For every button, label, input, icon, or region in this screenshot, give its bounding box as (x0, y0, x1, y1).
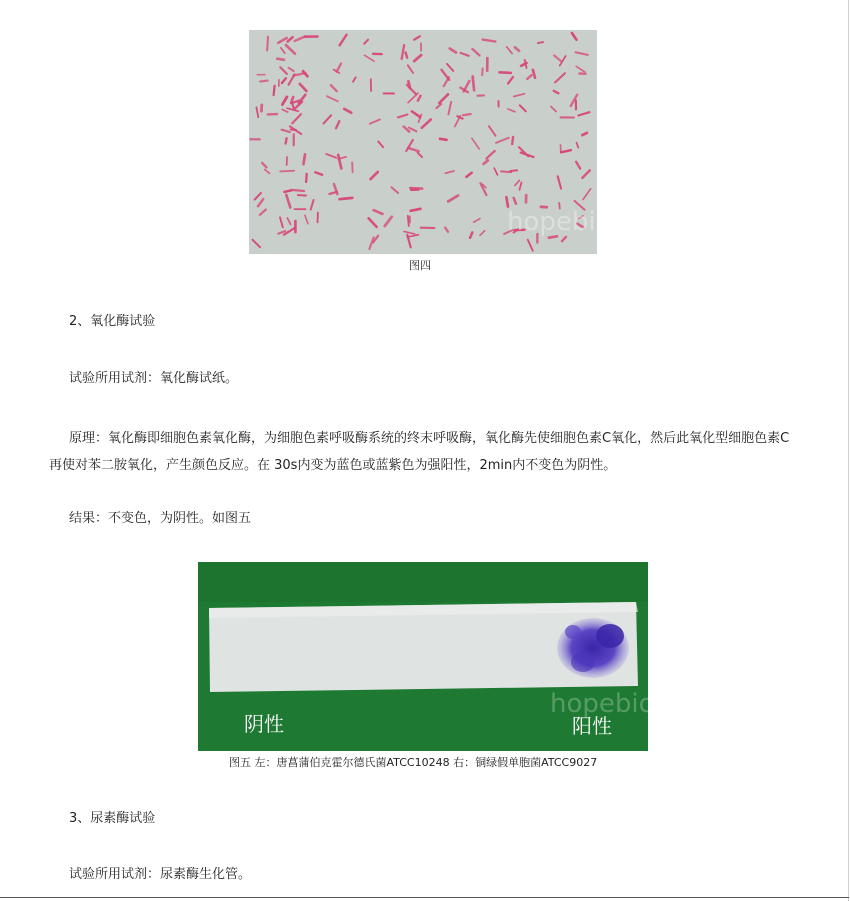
bacterium-rod (408, 81, 410, 88)
bacterium-rod (473, 77, 474, 91)
section-2-reagent: 试验所用试剂：氧化酶试纸。 (69, 371, 239, 386)
label-positive: 阳性 (572, 714, 612, 738)
bacterium-rod (304, 154, 306, 164)
bacterium-rod (510, 170, 517, 171)
section-2-principle: 原理：氧化酶即细胞色素氧化酶，为细胞色素呼吸酶系统的终末呼吸酶，氧化酶先使细胞色素C氧化，然后此氧化型细胞色素C再使对苯二胺氧化，产生颜色反应。在 30s内变为蓝色或蓝紫色为强阳性，2min内不变色为阴性。 (49, 431, 790, 473)
bacterium-rod (280, 171, 294, 172)
section-3-heading: 3、尿素酶试验 (69, 811, 156, 826)
label-negative: 阴性 (244, 712, 284, 736)
bacterium-rod (260, 81, 267, 82)
figure-4-caption: 图四 (409, 259, 431, 272)
figure-4-micrograph (249, 30, 612, 254)
bacterium-rod (410, 188, 422, 189)
bacterium-rod (284, 190, 291, 192)
bottom-rule (0, 897, 849, 898)
bacterium-rod (340, 198, 353, 199)
micrograph-image (249, 30, 612, 254)
bacterium-rod (506, 197, 508, 206)
bacterium-rod (286, 138, 287, 143)
bacterium-rod (292, 190, 305, 191)
bacterium-rod (538, 42, 543, 43)
bacterium-rod (291, 130, 296, 131)
bacterium-rod (440, 139, 447, 140)
bacterium-rod (406, 53, 408, 58)
figure-5-test-strip (198, 562, 655, 751)
strip-watermark: hopebio (550, 689, 655, 719)
micrograph-watermark: hopebio (507, 207, 612, 237)
bacterium-rod (267, 37, 268, 51)
bacterium-rod (277, 59, 284, 60)
bacterium-rod (463, 114, 471, 115)
section-2-heading: 2、氧化酶试验 (69, 314, 156, 329)
bacterium-rod (274, 86, 275, 95)
figure-5-caption: 图五 左：唐菖蒲伯克霍尔德氏菌ATCC10248 右：铜绿假单胞菌ATCC9027 (229, 756, 598, 769)
bacterium-rod (482, 68, 483, 75)
bacterium-rod (499, 72, 510, 73)
section-2-result: 结果：不变色，为阴性。如图五 (69, 511, 252, 526)
bacterium-rod (512, 137, 513, 144)
bacterium-rod (291, 97, 293, 102)
bacterium-rod (306, 174, 307, 182)
section-3-reagent: 试验所用试剂：尿素酶生化管。 (69, 867, 252, 882)
bacterium-rod (298, 195, 306, 196)
